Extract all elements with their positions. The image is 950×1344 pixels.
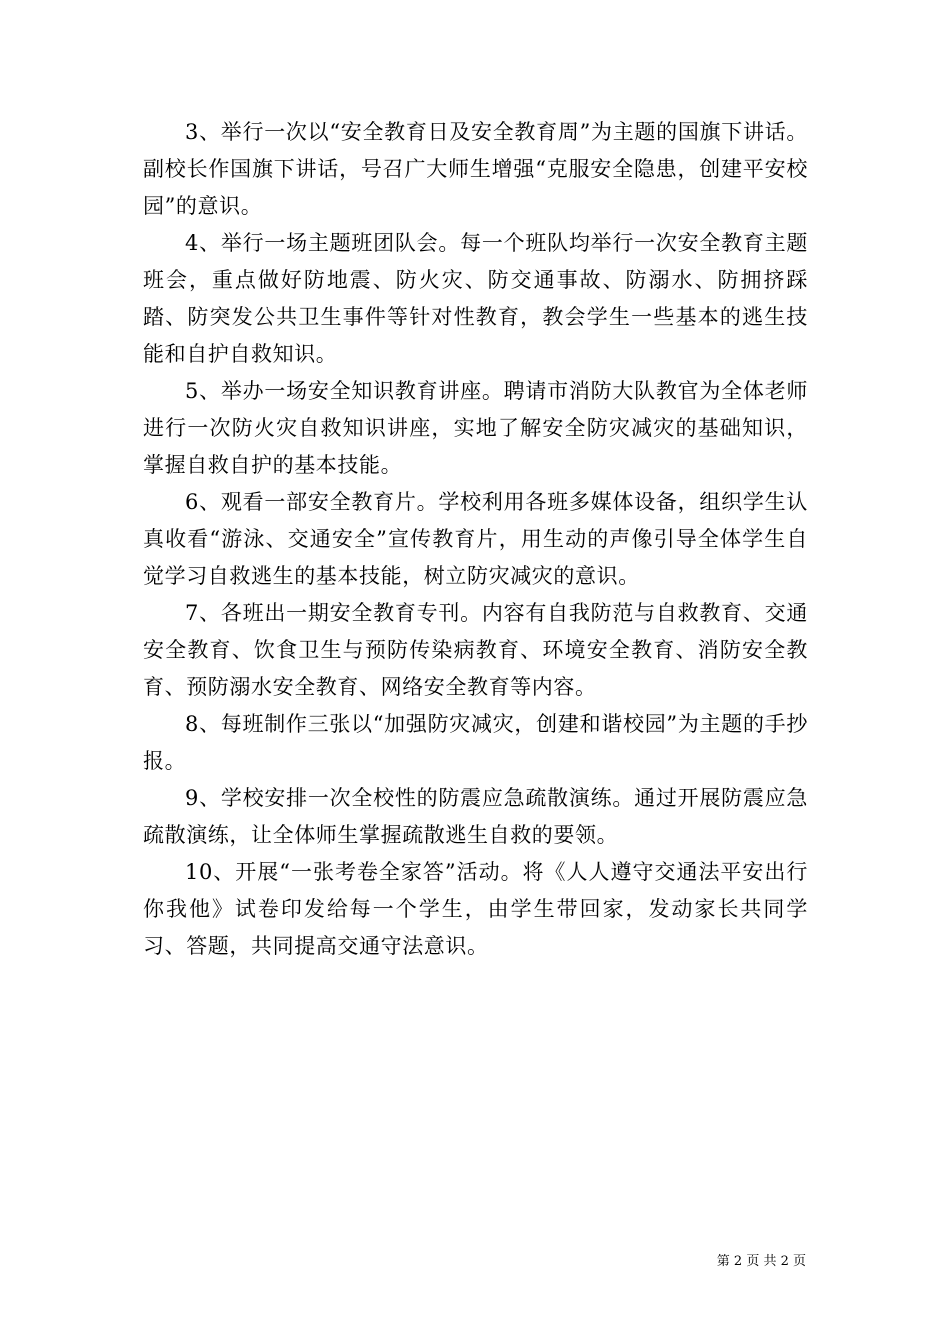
page-number-footer: 第 2 页 共 2 页	[716, 1254, 806, 1269]
paragraph-item-9: 9、学校安排一次全校性的防震应急疏散演练。通过开展防震应急疏散演练，让全体师生掌握疏散逃生自救的要领。	[143, 786, 808, 847]
paragraph-item-6: 6、观看一部安全教育片。学校利用各班多媒体设备，组织学生认真收看“游泳、交通安全”宣传教育片，用生动的声像引导全体学生自觉学习自救逃生的基本技能，树立防灾减灾的意识。	[143, 490, 808, 588]
paragraph-item-4: 4、举行一场主题班团队会。每一个班队均举行一次安全教育主题班会，重点做好防地震、防火灾、防交通事故、防溺水、防拥挤踩踏、防突发公共卫生事件等针对性教育，教会学生一些基本的逃生技能和自护自救知识。	[143, 231, 808, 366]
document-body	[143, 114, 808, 965]
paragraph-item-5: 5、举办一场安全知识教育讲座。聘请市消防大队教官为全体老师进行一次防火灾自救知识讲座，实地了解安全防灾减灾的基础知识，掌握自救自护的基本技能。	[143, 379, 808, 477]
paragraph-item-10: 10、开展“一张考卷全家答”活动。将《人人遵守交通法平安出行你我他》试卷印发给每一个学生，由学生带回家，发动家长共同学习、答题，共同提高交通守法意识。	[143, 860, 808, 958]
paragraph-item-7: 7、各班出一期安全教育专刊。内容有自我防范与自救教育、交通安全教育、饮食卫生与预防传染病教育、环境安全教育、消防安全教育、预防溺水安全教育、网络安全教育等内容。	[143, 601, 808, 699]
paragraph-item-3: 3、举行一次以“安全教育日及安全教育周”为主题的国旗下讲话。副校长作国旗下讲话，号召广大师生增强“克服安全隐患，创建平安校园”的意识。	[143, 120, 808, 218]
paragraph-item-8: 8、每班制作三张以“加强防灾减灾，创建和谐校园”为主题的手抄报。	[143, 712, 808, 773]
